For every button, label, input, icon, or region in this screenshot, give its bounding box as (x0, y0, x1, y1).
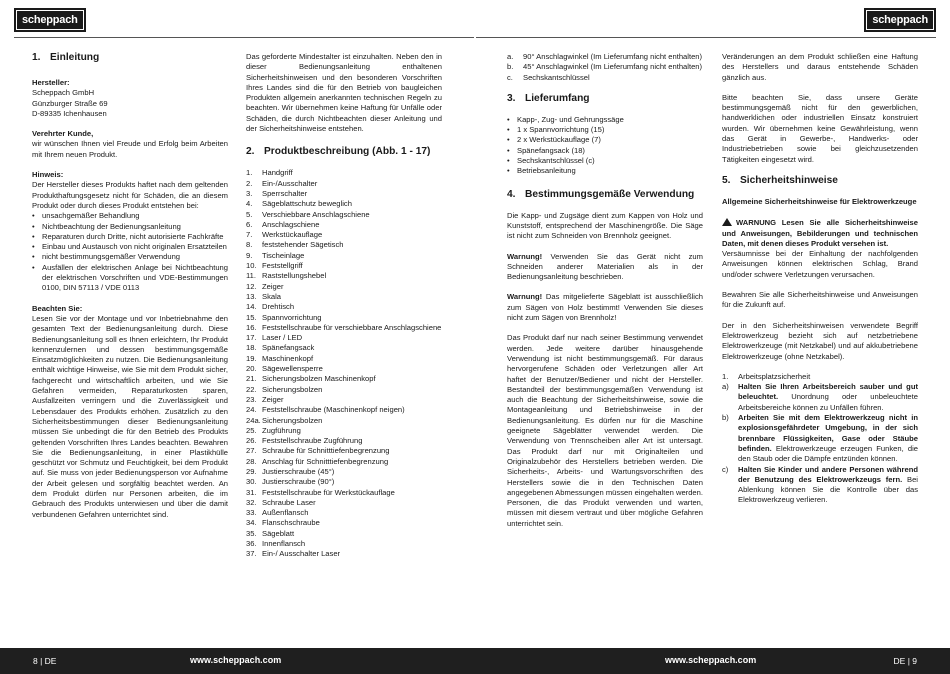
part-item: 32. Schraube Laser (246, 497, 316, 507)
part-item: 10. Feststellgriff (246, 261, 303, 271)
list-item: • Einbau und Austausch von nicht originalen Ersatzteilen (32, 242, 228, 252)
part-item: 3. Sperrschalter (246, 188, 308, 198)
part-item: 5. Verschiebbare Anschlagschiene (246, 209, 370, 219)
manufacturer-line: Günzburger Straße 69 (32, 98, 108, 108)
list-item: • unsachgemäßer Behandlung (32, 211, 228, 221)
accessory-item: b. 45° Anschlagwinkel (Im Lieferumfang nicht enthalten) (507, 62, 703, 72)
note-list (32, 211, 228, 293)
part-item: 26. Feststellschraube Zugführung (246, 436, 363, 446)
page-footer (0, 648, 950, 674)
intro-paragraph: Das geforderte Mindestalter ist einzuhalten. Neben den in dieser Bedienungsanleitung enthaltenen Sicherheitshinweisen und den besonderen Vorschriften Ihres Landes sind die für den Betrieb von baugleichen Produkten allgemein anerkannten technischen Regeln zu beachten. Wir übernehmen keine Haftung für Unfälle oder Schäden, die durch Nichtbeachten dieser Anleitung und der Sicherheitshinweise entstehen. (246, 52, 442, 134)
scope-item: • 1 x Spannvorrichtung (15) (507, 125, 703, 135)
part-item: 27. Schraube für Schnitttiefenbegrenzung (246, 446, 390, 456)
part-item: 12. Zeiger (246, 281, 284, 291)
warning-paragraph-1: Warnung! Verwenden Sie das Gerät nicht zum Schneiden anderer Materialien als in der Bedienungsanleitung beschrieben. (507, 251, 703, 282)
column-scope-and-use (507, 52, 703, 539)
scheppach-logo-left: scheppach (14, 8, 86, 32)
part-item: 18. Spänefangsack (246, 343, 315, 353)
section-heading-safety: 5. Sicherheitshinweise (722, 174, 838, 186)
page-number-left: 8 | DE (33, 656, 57, 666)
modification-paragraph: Veränderungen an dem Produkt schließen eine Haftung des Herstellers und daraus entstehende Schäden gänzlich aus. (722, 52, 918, 82)
part-item: 2. Ein-/Ausschalter (246, 178, 318, 188)
manufacturer-line: Scheppach GmbH (32, 88, 95, 98)
scope-item: • Spänefangsack (18) (507, 146, 703, 156)
part-item: 22. Sicherungsbolzen (246, 384, 323, 394)
workplace-safety-list (722, 382, 918, 506)
warning-paragraph-2: Warnung! Das mitgelieferte Sägeblatt ist ausschließlich zum Sägen von Holz bestimmt! Verwenden Sie dieses nicht zum Sägen von Brennholz! (507, 292, 703, 323)
safety-rule-item: c) Halten Sie Kinder und andere Personen während der Benutzung des Elektrowerkzeugs fern. Bei Ablenkung können Sie die Kontrolle über das Elektrowerkzeug verlieren. (722, 464, 918, 505)
part-item: 31. Feststellschraube für Werkstückauflage (246, 487, 395, 497)
commercial-use-paragraph: Bitte beachten Sie, dass unsere Geräte bestimmungsgemäß nicht für den gewerblichen, handwerklichen oder industriellen Einsatz konstruiert wurden. Wir übernehmen keine Gewährleistung, wenn das Gerät in Gewerbe-, Handwerks- oder Industriebetrieben sowie bei gleichzusetzenden Tätigkeiten eingesetzt wird. (722, 92, 918, 164)
column-introduction (32, 52, 228, 520)
part-item: 17. Laser / LED (246, 333, 303, 343)
scope-item: • Kapp-, Zug- und Gehrungssäge (507, 115, 703, 125)
part-item: 34. Flanschschraube (246, 518, 320, 528)
part-item: 19. Maschinenkopf (246, 353, 314, 363)
accessory-item: a. 90° Anschlagwinkel (Im Lieferumfang nicht enthalten) (507, 52, 703, 61)
part-item: 7. Werkstückauflage (246, 230, 323, 240)
part-item: 11. Raststellungshebel (246, 271, 327, 281)
part-item: 35. Sägeblatt (246, 528, 295, 538)
scope-item: • 2 x Werkstückauflage (7) (507, 135, 703, 145)
page-header (0, 0, 950, 36)
part-item: 24. Feststellschraube (Maschinenkopf neigen) (246, 405, 405, 415)
manufacturer-line: D-89335 Ichenhausen (32, 108, 107, 118)
list-item: • nicht bestimmungsgemäßer Verwendung (32, 252, 228, 262)
general-safety-label: Allgemeine Sicherheitshinweise für Elektrowerkzeuge (722, 196, 917, 206)
part-item: 6. Anschlagschiene (246, 219, 320, 229)
workplace-safety-heading: 1. Arbeitsplatzsicherheit (722, 371, 811, 381)
workplace-safety-block (722, 372, 918, 506)
part-item: 25. Zugführung (246, 425, 301, 435)
scope-item: • Sechskantschlüssel (c) (507, 156, 703, 166)
header-rule-right (476, 37, 936, 38)
page-number-right: DE | 9 (893, 656, 917, 666)
warning-triangle-icon (722, 218, 732, 226)
safety-rule-item: b) Arbeiten Sie mit dem Elektrowerkzeug nicht in explosionsgefährdeter Umgebung, in der sich brennbare Flüssigkeiten, Gase oder Stäube befinden. Elektrowerkzeuge erzeugen Funken, die den Staub oder die Dämpfe entzünden können. (722, 413, 918, 464)
scope-item: • Betriebsanleitung (507, 166, 703, 176)
scope-list (507, 115, 703, 177)
part-item: 4. Sägeblattschutz beweglich (246, 199, 352, 209)
term-definition-paragraph: Der in den Sicherheitshinweisen verwendete Begriff Elektrowerkzeug bezieht sich auf netzbetriebene Elektrowerkzeuge (mit Netzkabel) und auf akkubetriebene Elektrowerkzeuge (ohne Netzkabel). (722, 320, 918, 361)
scheppach-logo-right: scheppach (864, 8, 936, 32)
part-item: 24a. Sicherungsbolzen (246, 415, 323, 425)
part-item: 13. Skala (246, 291, 281, 301)
list-item: • Ausfällen der elektrischen Anlage bei Nichtbeachtung der elektrischen Vorschriften und VDE-Bestimmungen 0100, DIN 57113 / VDE 0113 (32, 263, 228, 294)
column-safety (722, 52, 918, 506)
safety-rule-item: a) Halten Sie Ihren Arbeitsbereich sauber und gut beleuchtet. Unordnung oder unbeleuchtete Arbeitsbereiche können zu Unfällen führen. (722, 382, 918, 412)
website-link-left[interactable]: www.scheppach.com (190, 655, 282, 665)
manufacturer-block (32, 78, 228, 119)
part-item: 23. Zeiger (246, 394, 284, 404)
parts-list (246, 168, 442, 559)
part-item: 15. Spannvorrichtung (246, 312, 322, 322)
usage-rules-paragraph: Das Produkt darf nur nach seiner Bestimmung verwendet werden. Jede weitere darüber hinausgehende Verwendung ist nicht bestimmungsgemäß. Für daraus hervorgerufene Schäden oder Verletzungen aller Art haftet der Benutzer/Bediener und nicht der Hersteller. Bestandteil der bestimmungsgemäßen Verwendung ist auch die Beachtung der Sicherheitshinweise, sowie die Montageanleitung und Betriebshinweise in der Bedienungsanleitung. Es dürfen nur für die Maschine geeignete Sägeblätter verwendet werden. Die Verwendung von Trennscheiben aller Art ist untersagt. Das Produkt darf nur mit Originalteilen und Originalzubehör des Herstellers betrieben werden. Die Sicherheits-, Arbeits- und Wartungsvorschriften des Herstellers sowie die in den Technischen Daten angegebenen Abmessungen müssen eingehalten werden. Personen, die das Produkt verwenden und warten, müssen mit diesem vertraut und über mögliche Gefahren unterrichtet sein. (507, 333, 703, 528)
list-item: • Reparaturen durch Dritte, nicht autorisierte Fachkräfte (32, 232, 228, 242)
customer-greeting: Verehrter Kunde, wir wünschen Ihnen viel Freude und Erfolg beim Arbeiten mit Ihrem neuen Produkt. (32, 129, 228, 159)
section-heading-intended-use: 4. Bestimmungsgemäße Verwendung (507, 188, 695, 200)
observe-block: Beachten Sie: Lesen Sie vor der Montage und vor Inbetriebnahme den gesamten Text der Bedienungsanleitung durch. Diese Bedienungsanleitung soll es Ihnen erleichtern, Ihr Produkt kennenzulernen und dessen bestimmungsgemäße Einsatzmöglichkeiten zu nutzen. Die Bedienungsanleitung enthält wichtige Hinweise, wie Sie mit dem Produkt sicher, fachgerecht und wirtschaftlich arbeiten, und wie Sie Gefahren vermeiden, Reparaturkosten sparen, Ausfallzeiten verringern und die Zuverlässigkeit und Lebensdauer des Produkts erhöhen. Zusätzlich zu den Sicherheitsbestimmungen dieser Bedienungsanleitung müssen Sie unbedingt die für den Betrieb des Produkts geltenden Vorschriften Ihres Landes beachten. Bewahren Sie die Bedienungsanleitung, in einer Plastikhülle geschützt vor Schmutz und Feuchtigkeit, bei dem Produkt auf. Sie muss von jeder Bedienungsperson vor Aufnahme der Arbeit gelesen und sorgfältig beachtet werden. An dem Produkt dürfen nur Personen arbeiten, die im Gebrauch des Produkts unterwiesen und über die damit verbundenen Gefahren unterrichtet sind. (32, 303, 228, 519)
part-item: 30. Justierschraube (90°) (246, 477, 335, 487)
header-rule-left (14, 37, 474, 38)
part-item: 21. Sicherungsbolzen Maschinenkopf (246, 374, 376, 384)
warning-block: WARNUNG Lesen Sie alle Sicherheitshinweise und Anweisungen, Bebilderungen und technischen Daten, mit denen dieses Produkt versehen ist. Versäumnisse bei der Einhaltung der nachfolgenden Anweisungen können elektrischen Schlag, Brand und/oder schwere Verletzungen verursachen. (722, 218, 918, 279)
part-item: 14. Drehtisch (246, 302, 295, 312)
part-item: 29. Justierschraube (45°) (246, 466, 335, 476)
section-heading-introduction: 1. Einleitung (32, 52, 100, 63)
keep-instructions-paragraph: Bewahren Sie alle Sicherheitshinweise und Anweisungen für die Zukunft auf. (722, 290, 918, 310)
accessory-list (507, 52, 703, 83)
note-block: Hinweis: Der Hersteller dieses Produkts haftet nach dem geltenden Produkthaftungsgesetz nicht für Schäden, die an diesem Produkt oder durch dieses Produkt entstehen bei: • unsachgemäßer Behandlung • Nichtbeachtung der Bedienungsanleitung • Reparaturen durch Dritte, nicht autorisierte Fachkräfte • Einbau und Austausch von nicht originalen Ersatzteilen • nicht bestimmungsgemäßer Verwendung • Ausfällen der elektrischen Anlage bei Nichtbeachtung der elektrischen Vorschriften und VDE-Bestimmungen 0100, DIN 57113 / VDE 0113 (32, 170, 228, 294)
website-link-right[interactable]: www.scheppach.com (665, 655, 757, 665)
part-item: 36. Innenflansch (246, 539, 306, 549)
section-heading-product-description: 2. Produktbeschreibung (Abb. 1 - 17) (246, 146, 431, 158)
part-item: 37. Ein-/ Ausschalter Laser (246, 549, 341, 559)
part-item: 20. Sägewellensperre (246, 364, 323, 374)
part-item: 8. feststehender Sägetisch (246, 240, 344, 250)
accessory-item: c. Sechskantschlüssel (507, 72, 590, 82)
part-item: 1. Handgriff (246, 168, 293, 178)
part-item: 9. Tischeinlage (246, 250, 305, 260)
section-heading-scope: 3. Lieferumfang (507, 92, 590, 104)
column-product-description (246, 52, 442, 560)
list-item: • Nichtbeachtung der Bedienungsanleitung (32, 222, 228, 232)
part-item: 28. Anschlag für Schnitttiefenbegrenzung (246, 456, 389, 466)
manufacturer-label: Hersteller: (32, 78, 70, 87)
part-item: 33. Außenflansch (246, 508, 309, 518)
part-item: 16. Feststellschraube für verschiebbare Anschlagschiene (246, 322, 442, 332)
use-paragraph: Die Kapp- und Zugsäge dient zum Kappen von Holz und Kunststoff, entsprechend der Maschinengröße. Die Säge ist nicht zum Schneiden von Brennholz geeignet. (507, 210, 703, 241)
